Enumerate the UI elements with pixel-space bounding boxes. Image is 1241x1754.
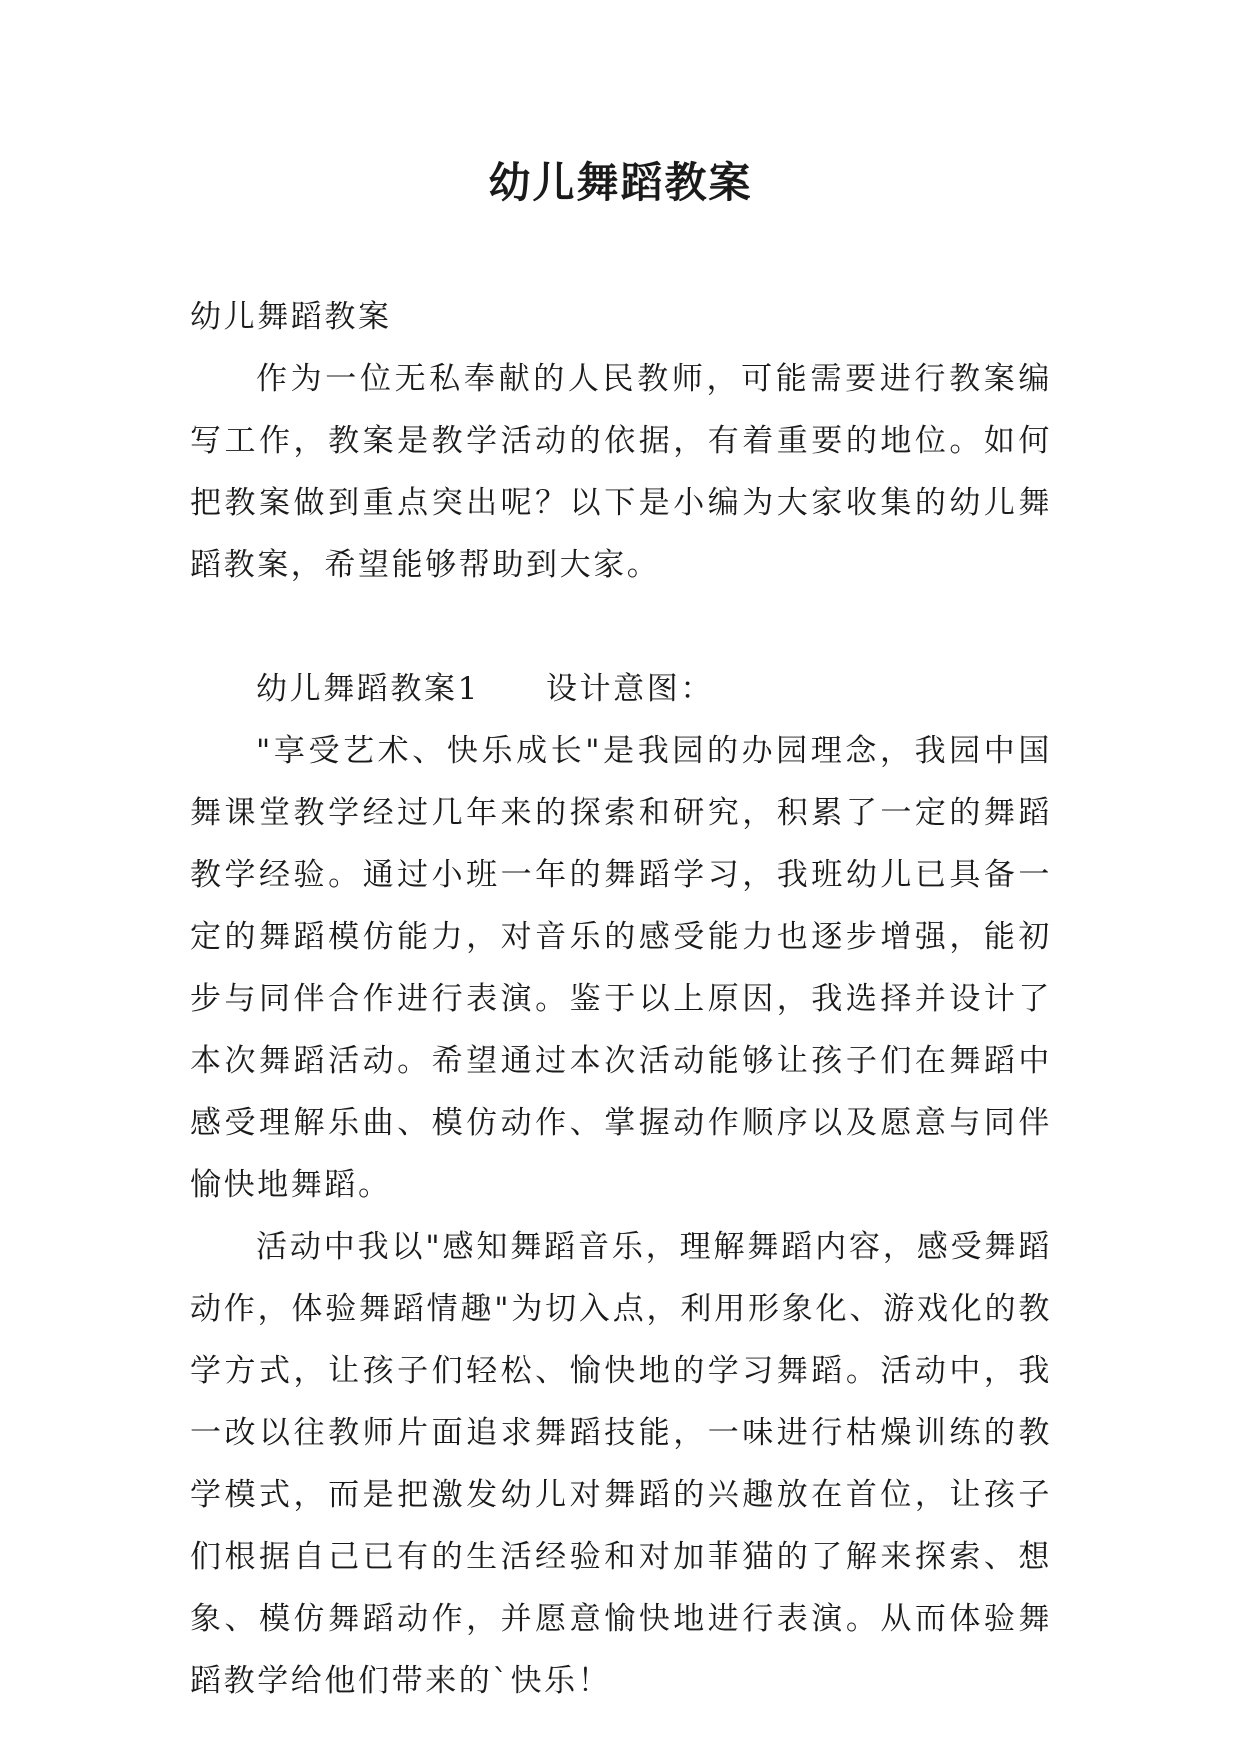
intro-paragraph: 作为一位无私奉献的人民教师，可能需要进行教案编写工作，教案是教学活动的依据，有着重要的地位。如何把教案做到重点突出呢？以下是小编为大家收集的幼儿舞蹈教案，希望能够帮助到大家。 — [190, 361, 1052, 583]
document-subtitle: 幼儿舞蹈教案 — [190, 299, 392, 335]
section-spacer — [190, 596, 1052, 658]
document-title: 幼儿舞蹈教案 — [488, 158, 753, 207]
section-paragraph-2: 活动中我以"感知舞蹈音乐，理解舞蹈内容，感受舞蹈动作，体验舞蹈情趣"为切入点，利用形象化、游戏化的教学方式，让孩子们轻松、愉快地的学习舞蹈。活动中，我一改以往教师片面追求舞蹈技能，一味进行枯燥训练的教学模式，而是把激发幼儿对舞蹈的兴趣放在首位，让孩子们根据自己已有的生活经验和对加菲猫的了解来探索、想象、模仿舞蹈动作，并愿意愉快地进行表演。从而体验舞蹈教学给他们带来的`快乐！ — [190, 1229, 1052, 1699]
section-heading: 幼儿舞蹈教案1 — [256, 671, 480, 707]
section-subheading: 设计意图： — [545, 671, 714, 707]
document-body — [190, 286, 1052, 1712]
section-heading-line — [190, 658, 1052, 720]
section-paragraph-1: "享受艺术、快乐成长"是我园的办园理念，我园中国舞课堂教学经过几年来的探索和研究，积累了一定的舞蹈教学经验。通过小班一年的舞蹈学习，我班幼儿已具备一定的舞蹈模仿能力，对音乐的感受能力也逐步增强，能初步与同伴合作进行表演。鉴于以上原因，我选择并设计了本次舞蹈活动。希望通过本次活动能够让孩子们在舞蹈中感受理解乐曲、模仿动作、掌握动作顺序以及愿意与同伴愉快地舞蹈。 — [190, 733, 1052, 1203]
